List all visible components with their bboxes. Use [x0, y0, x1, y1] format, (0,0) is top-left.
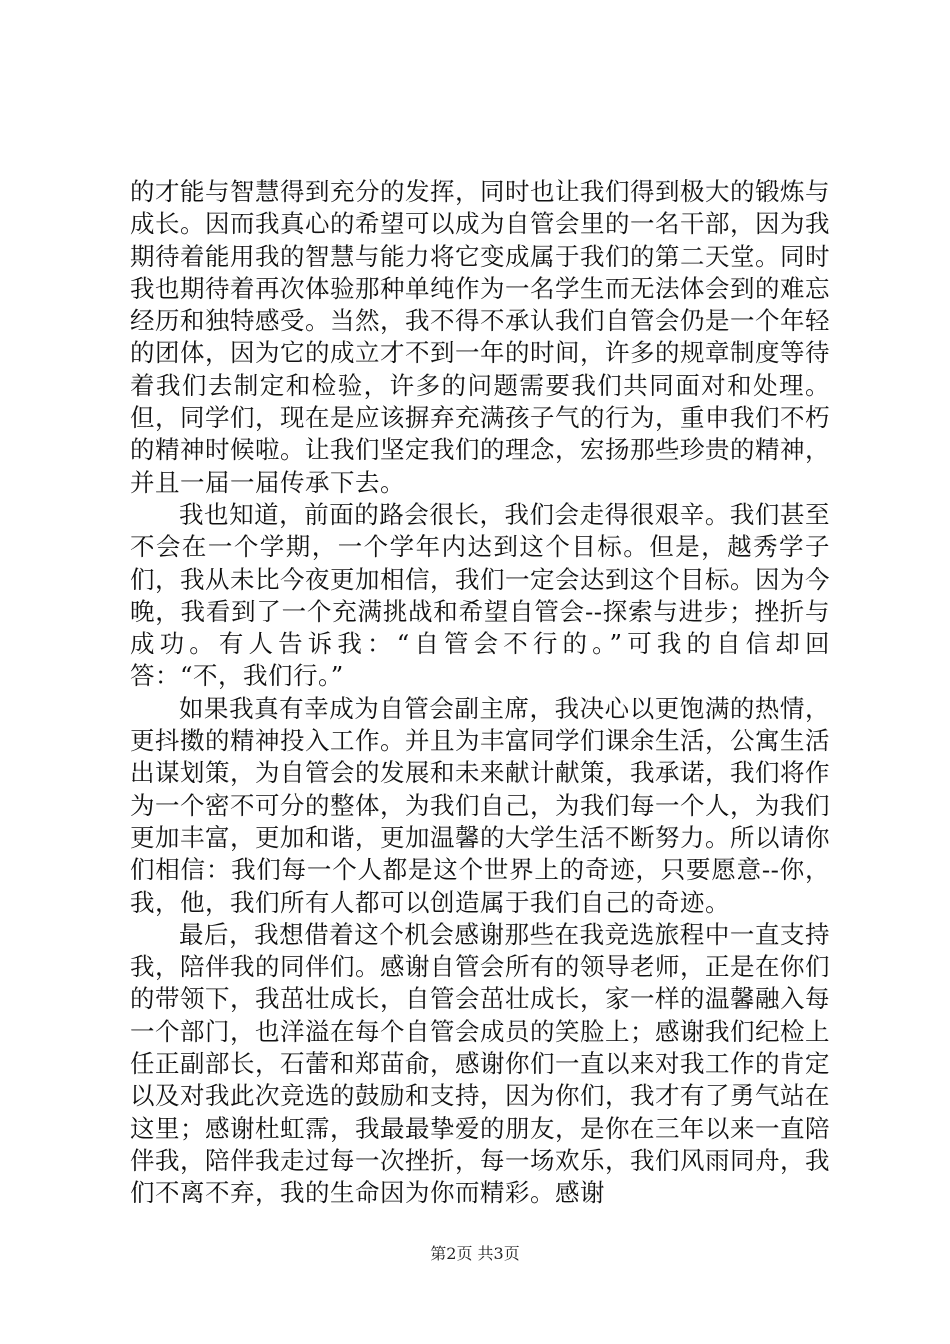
paragraph: 如果我真有幸成为自管会副主席，我决心以更饱满的热情，更抖擞的精神投入工作。并且为丰富同学们课余生活，公寓生活出谋划策，为自管会的发展和未来献计献策，我承诺，我们将作为一个密不可分的整体，为我们自己，为我们每一个人，为我们更加丰富，更加和谐，更加温馨的大学生活不断努力。所以请你们相信：我们每一个人都是这个世界上的奇迹，只要愿意--你，我，他，我们所有人都可以创造属于我们自己的奇迹。: [130, 693, 830, 917]
document-body: [130, 176, 830, 1210]
paragraph-continuation: 的才能与智慧得到充分的发挥，同时也让我们得到极大的锻炼与成长。因而我真心的希望可以成为自管会里的一名干部，因为我期待着能用我的智慧与能力将它变成属于我们的第二天堂。同时我也期待着再次体验那种单纯作为一名学生而无法体会到的难忘经历和独特感受。当然，我不得不承认我们自管会仍是一个年轻的团体，因为它的成立才不到一年的时间，许多的规章制度等待着我们去制定和检验，许多的问题需要我们共同面对和处理。但，同学们，现在是应该摒弃充满孩子气的行为，重申我们不朽的精神时候啦。让我们坚定我们的理念，宏扬那些珍贵的精神，并且一届一届传承下去。: [130, 177, 830, 497]
paragraph: 我也知道，前面的路会很长，我们会走得很艰辛。我们甚至不会在一个学期，一个学年内达到这个目标。但是，越秀学子们，我从未比今夜更加相信，我们一定会达到这个目标。因为今晚，我看到了一个充满挑战和希望自管会--探索与进步；挫折与成功。有人告诉我：“自管会不行的。”可我的自信却回答：“不，我们行。”: [130, 499, 830, 691]
paragraph: 最后，我想借着这个机会感谢那些在我竞选旅程中一直支持我，陪伴我的同伴们。感谢自管会所有的领导老师，正是在你们的带领下，我茁壮成长，自管会茁壮成长，家一样的温馨融入每一个部门，也洋溢在每个自管会成员的笑脸上；感谢我们纪检上任正副部长，石蕾和郑苗俞，感谢你们一直以来对我工作的肯定以及对我此次竞选的鼓励和支持，因为你们，我才有了勇气站在这里；感谢杜虹霈，我最最挚爱的朋友，是你在三年以来一直陪伴我，陪伴我走过每一次挫折，每一场欢乐，我们风雨同舟，我们不离不弃，我的生命因为你而精彩。感谢: [130, 919, 830, 1208]
page-number-footer: 第2页 共3页: [430, 1244, 520, 1263]
